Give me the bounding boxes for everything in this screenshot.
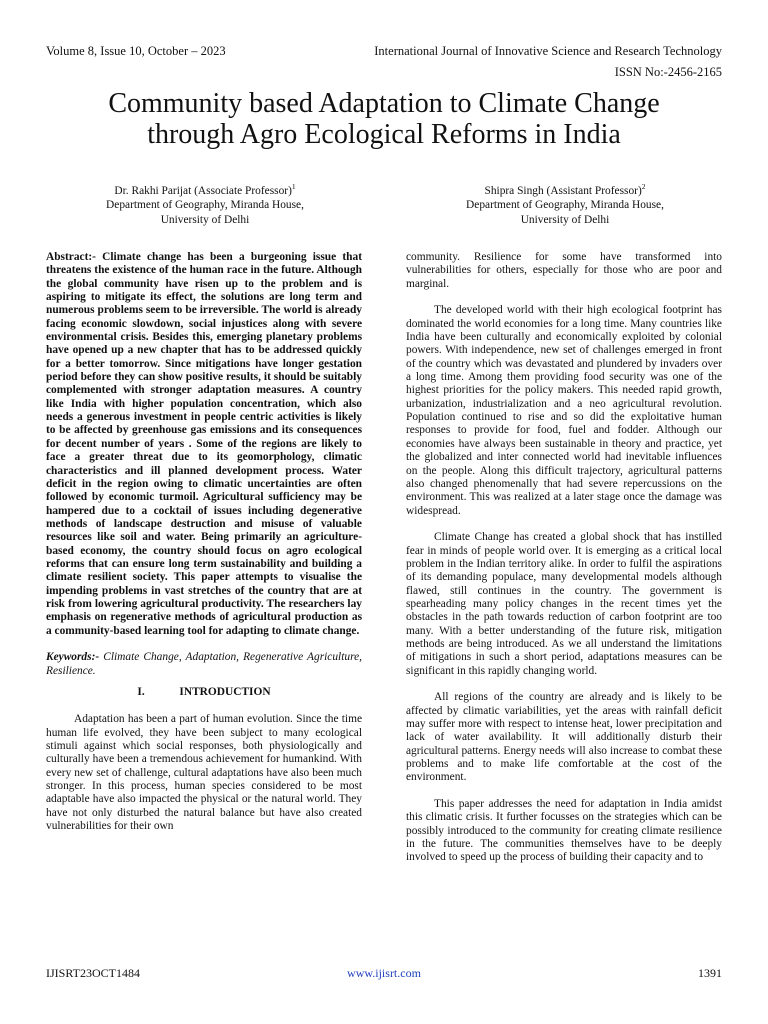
- right-paragraph-2: Climate Change has created a global shock that has instilled fear in minds of people world over. It is emerging as a critical local problem in the Indian territory alike. In order to fulfil the aspirations of its demanding populace, many developmental models although flawed, still continues in the country. The government is spearheading many policy changes in the recent times yet the obstacles in the path towards reduction of carbon footprint are too many. With a better understanding of the future risk, mitigation methods are being introduced. As we all understand the limitations of mitigations in such a short period, adaptations measures can be significant in this rapidly changing world.: [406, 531, 722, 677]
- paper-title: [40, 88, 728, 150]
- author-block-2: [420, 180, 710, 227]
- author-1-name-line: [60, 180, 350, 198]
- author-1-university: University of Delhi: [160, 213, 250, 226]
- right-paragraph-4: This paper addresses the need for adaptation in India amidst this climatic crisis. It further focusses on the strategies which can be possibly introduced to the community for creating climate resilience in the future. The communities themselves have to be deeply involved to speed up the process of building their capacity and to: [406, 798, 722, 864]
- intro-paragraph-1: Adaptation has been a part of human evolution. Since the time human life evolved, they have been subject to many ecological stimuli against which social responses, both physiologically and culturally have been a tremendous achievement for humankind. With every new set of challenge, cultural adaptations have also been much stronger. In this process, human species considered to be most adaptable have also impacted the physical or the natural world. They have not only disturbed the natural balance but have also created vulnerabilities for their own: [46, 713, 362, 833]
- author-2-university: University of Delhi: [520, 213, 610, 226]
- author-2-department: Department of Geography, Miranda House,: [466, 199, 664, 212]
- section-number: I.: [137, 686, 145, 698]
- author-1-sup: 1: [291, 182, 296, 191]
- author-2-name: Shipra Singh (Assistant Professor): [484, 184, 642, 197]
- section-heading: [46, 686, 362, 699]
- author-1-department: Department of Geography, Miranda House,: [106, 199, 304, 212]
- keywords-paragraph: [46, 651, 362, 678]
- paper-title-line-1: Community based Adaptation to Climate Change: [108, 88, 660, 119]
- right-paragraph-3: All regions of the country are already and is likely to be affected by climatic variabilities, yet the areas with rainfall deficit may suffer more with respect to intense heat, lower precipitation and lack of water availability. It will additionally disturb their agricultural patterns. Energy needs will also increase to combat these problems and to make life comfortable at the cost of the environment.: [406, 691, 722, 784]
- left-column: [46, 251, 362, 833]
- section-title: INTRODUCTION: [179, 686, 271, 698]
- right-paragraph-0: community. Resilience for some have transformed into vulnerabilities for others, especially for those who are poor and marginal.: [406, 251, 722, 290]
- right-column: [406, 251, 722, 865]
- footer-article-id: IJISRT23OCT1484: [46, 966, 140, 980]
- keywords-text: Climate Change, Adaptation, Regenerative Agriculture, Resilience.: [46, 651, 362, 677]
- paper-title-line-2: through Agro Ecological Reforms in India: [147, 119, 621, 150]
- right-paragraph-1: The developed world with their high ecological footprint has dominated the world economies for a long time. Many countries like India have been culturally and economically exploited by colonial powers. With independence, new set of challenges emerged in front of the country which was devastated and plundered by invaders over a long time. Among them providing food security was one of the highest priorities for the policy makers. This needed rapid growth, urbanization, industrialization and a neo agricultural revolution. Population continued to rise and so did the exploitative human responses to provide for food, fuel and fodder. Although our economies have always been sustainable in theory and practice, yet the globalized and inter connected world had inevitable influences on the people. Along this difficult trajectory, agricultural patterns also changed phenomenally that had severe repercussions on the environment. This was realized at a later stage once the damage was widespread.: [406, 304, 722, 517]
- journal-name: International Journal of Innovative Science and Research Technology: [374, 44, 722, 58]
- author-2-sup: 2: [641, 182, 646, 191]
- journal-volume-issue: Volume 8, Issue 10, October – 2023: [46, 44, 226, 58]
- footer-page-number: 1391: [698, 966, 722, 980]
- author-2-name-line: [420, 180, 710, 198]
- abstract-paragraph: Abstract:- Climate change has been a burgeoning issue that threatens the existence of the human race in the future. Although the global community have risen up to the problem and is aspiring to mitigate its effect, the solutions are long term and numerous problems seem to be irreversible. The world is already facing economic slowdown, social injustices along with severe environmental crisis. Besides this, emerging planetary problems have opened up a new chapter that has to be addressed quickly for a better tomorrow. Since mitigations have longer gestation period before they can show positive results, it should be suitably complemented with stronger adaptation measures. A country like India with higher population concentration, which also needs a generous investment in people centric activities is likely to be affected by greenhouse gas emissions and its consequences for decent number of years . Some of the regions are likely to face a greater threat due to its geomorphology, climatic characteristics and ill planned development process. Water deficit in the region owing to climatic uncertainties are often followed by economic turmoil. Agricultural sufficiency may be hampered due to a cocktail of issues including degenerative methods of landscape destruction and misuse of valuable resources like soil and water. Being primarily an agriculture-based economy, the country should focus on agro ecological reforms that can ensure long term sustainability and building a climate resilient society. This paper attempts to visualise the impending problems in vast stretches of the country that are at risk from lowering agricultural productivity. The researchers lay emphasis on regenerative methods of agricultural production as a community-based learning tool for adapting to climate change.: [46, 251, 362, 637]
- author-block-1: [60, 180, 350, 227]
- keywords-label: Keywords:-: [46, 651, 100, 664]
- author-1-name: Dr. Rakhi Parijat (Associate Professor): [114, 184, 292, 197]
- journal-issn: ISSN No:-2456-2165: [614, 65, 722, 79]
- footer-website-link[interactable]: www.ijisrt.com: [347, 966, 421, 980]
